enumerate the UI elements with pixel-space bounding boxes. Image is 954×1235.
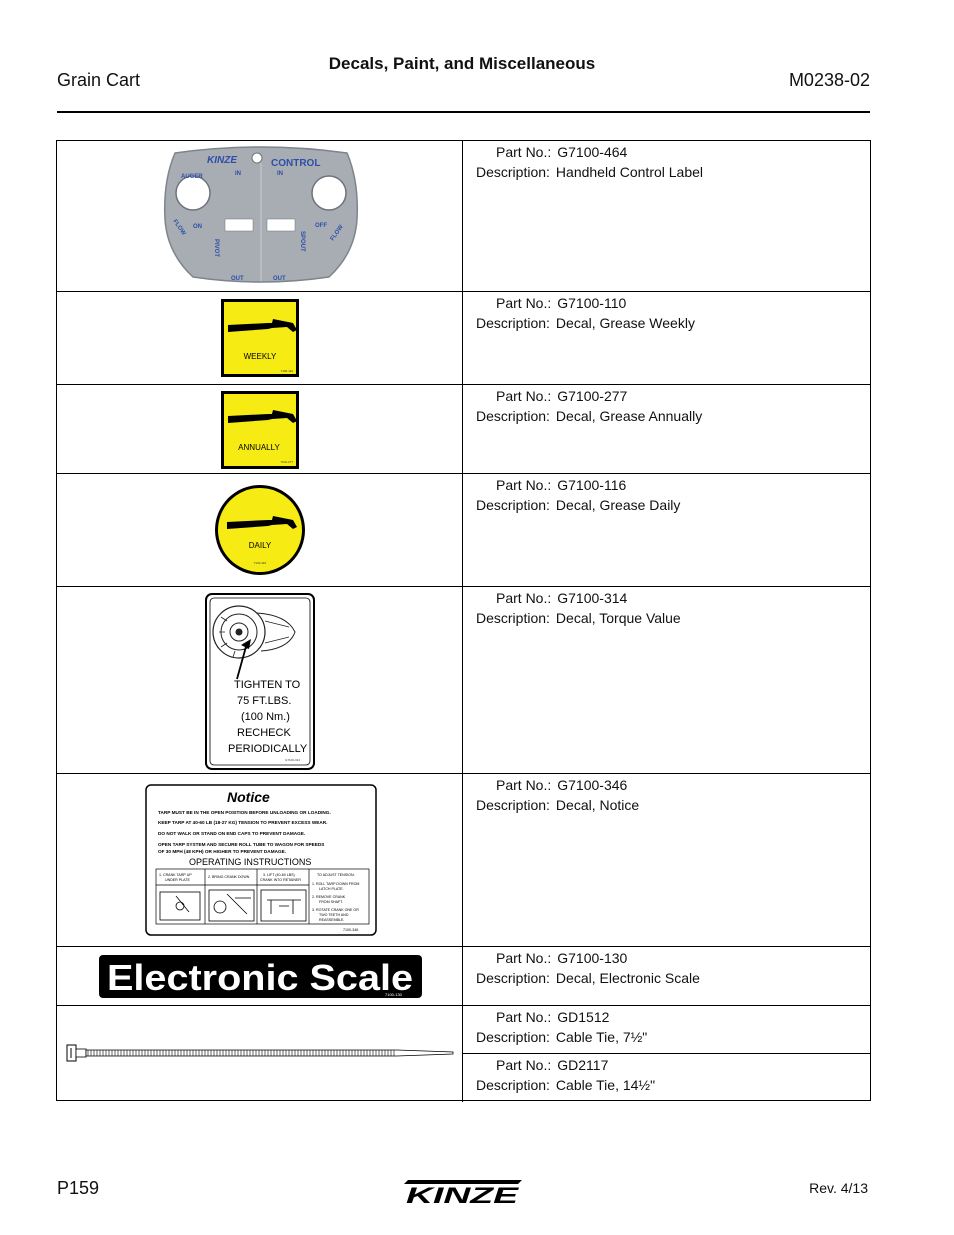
torque-line-1: TIGHTEN TO — [234, 679, 301, 691]
part-number: G7100-314 — [557, 590, 628, 606]
part-entry — [463, 587, 870, 774]
part-entry — [463, 947, 870, 1006]
part-description: Decal, Grease Annually — [555, 408, 703, 424]
control-off-text: OFF — [315, 223, 327, 229]
control-pivot-text: PIVOT — [213, 239, 219, 258]
torque-code: G7100-314 — [285, 758, 301, 762]
part-number: G7100-277 — [557, 388, 628, 404]
notice-subtitle: OPERATING INSTRUCTIONS — [189, 857, 312, 867]
part-number: G7100-130 — [557, 950, 628, 966]
weekly-label: WEEKLY — [243, 352, 277, 361]
product-name: Grain Cart — [57, 70, 141, 90]
part-info-cell — [463, 587, 870, 773]
part-info-cell — [463, 385, 870, 473]
part-image-cell — [57, 141, 463, 291]
part-image-cell — [57, 587, 463, 773]
notice-step-1b: UNDER PLATE — [165, 878, 190, 882]
part-number: G7100-110 — [557, 295, 627, 311]
part-no-label: Part No.: — [496, 477, 552, 493]
part-info-cell — [463, 474, 870, 586]
part-entry — [463, 385, 870, 474]
description-label: Description: — [476, 1077, 550, 1093]
page-title: Decals, Paint, and Miscellaneous — [328, 54, 596, 73]
part-image-cell — [57, 474, 463, 586]
control-auger-text: AUGER — [181, 174, 203, 180]
part-no-label: Part No.: — [496, 1057, 552, 1073]
notice-adjust-1b: LATCH PLATE. — [319, 887, 344, 891]
part-number: G7100-346 — [557, 777, 628, 793]
torque-line-5: PERIODICALLY — [228, 743, 308, 755]
control-title-text: CONTROL — [271, 158, 321, 169]
notice-adjust-2b: FROM SHAFT. — [319, 900, 343, 904]
notice-adjust-3c: REASSEMBLE. — [319, 918, 345, 922]
part-no-label: Part No.: — [496, 590, 552, 606]
control-spout-text: SPOUT — [299, 231, 305, 252]
table-row — [57, 385, 870, 474]
table-row — [57, 947, 870, 1006]
electronic-scale-decal-image — [57, 947, 463, 1005]
notice-adjust-2a: 2. REMOVE CRANK — [312, 895, 346, 899]
part-image-cell — [57, 774, 463, 946]
part-entry — [463, 292, 870, 385]
part-info-cell — [463, 947, 870, 1005]
notice-adjust-3a: 3. ROTATE CRANK ONE OR — [312, 908, 359, 912]
description-label: Description: — [476, 1029, 550, 1045]
torque-line-4: RECHECK — [237, 727, 291, 739]
notice-adjust-1a: 1. ROLL TARP DOWN FROM — [312, 882, 360, 886]
torque-value-decal-image — [57, 587, 463, 773]
table-row — [57, 292, 870, 385]
part-description: Handheld Control Label — [555, 164, 704, 180]
part-info-cell — [463, 1006, 870, 1102]
description-label: Description: — [476, 408, 550, 424]
notice-line-4a: OPEN TARP SYSTEM AND SECURE ROLL TUBE TO WAGON FOR SPEEDS — [158, 842, 325, 847]
part-image-cell — [57, 385, 463, 473]
notice-step-3b: CRANK INTO RETAINER — [260, 878, 301, 882]
description-label: Description: — [476, 610, 550, 626]
grease-annually-decal-image — [57, 385, 463, 473]
description-label: Description: — [476, 970, 550, 986]
control-in-right-text: IN — [277, 171, 283, 177]
description-label: Description: — [476, 497, 550, 513]
torque-line-2: 75 FT.LBS. — [237, 695, 292, 707]
table-row — [57, 1006, 870, 1102]
notice-line-3: DO NOT WALK OR STAND ON END CAPS TO PREVENT DAMAGE. — [158, 831, 306, 836]
part-entry — [463, 1054, 870, 1102]
scale-decal-code: 7100-130 — [385, 992, 402, 997]
part-info-cell — [463, 774, 870, 946]
part-no-label: Part No.: — [496, 950, 552, 966]
part-info-cell — [463, 141, 870, 291]
table-row — [57, 587, 870, 774]
notice-title: Notice — [227, 789, 270, 805]
grease-weekly-decal-image — [57, 292, 463, 384]
control-flow-right-text: FLOW — [329, 224, 345, 243]
notice-decal-image — [57, 774, 463, 946]
notice-step-1a: 1. CRANK TARP UP — [159, 873, 192, 877]
description-label: Description: — [476, 164, 550, 180]
description-label: Description: — [476, 797, 550, 813]
table-row — [57, 474, 870, 587]
kinze-logo-text: KINZE — [406, 1183, 521, 1206]
annually-label: ANNUALLY — [238, 443, 280, 452]
part-number: GD1512 — [557, 1009, 610, 1025]
cable-tie-image — [57, 1006, 463, 1102]
page-number: P159 — [57, 1178, 100, 1198]
part-image-cell — [57, 292, 463, 384]
part-description: Cable Tie, 7½" — [555, 1029, 648, 1045]
notice-line-4b: OF 30 MPH (48 KPH) OR HIGHER TO PREVENT DAMAGE. — [158, 849, 287, 854]
notice-code: 7100-346 — [343, 928, 359, 932]
part-number: G7100-464 — [557, 144, 628, 160]
kinze-logo — [402, 1176, 526, 1206]
revision-date: Rev. 4/13 — [809, 1180, 868, 1196]
control-out-left-text: OUT — [231, 276, 244, 282]
part-description: Decal, Torque Value — [555, 610, 681, 626]
part-description: Decal, Electronic Scale — [555, 970, 700, 986]
table-row — [57, 141, 870, 292]
part-description: Decal, Notice — [555, 797, 640, 813]
header-rule — [57, 111, 870, 113]
parts-table — [56, 140, 871, 1101]
part-entry — [463, 1006, 870, 1054]
part-entry — [463, 474, 870, 587]
part-description: Decal, Grease Daily — [555, 497, 681, 513]
part-image-cell — [57, 1006, 463, 1102]
daily-code: 7100-116 — [253, 561, 267, 565]
description-label: Description: — [476, 315, 550, 331]
handheld-control-label-image — [57, 141, 463, 291]
notice-line-2: KEEP TARP AT 40-60 LB (18-27 KG) TENSION TO PREVENT EXCESS WEAR. — [158, 820, 328, 825]
part-no-label: Part No.: — [496, 777, 552, 793]
notice-step-2: 2. BRING CRANK DOWN — [208, 875, 250, 879]
control-on-text: ON — [193, 224, 202, 230]
part-entry — [463, 774, 870, 947]
weekly-code: 7100-110 — [280, 369, 293, 373]
part-number: G7100-116 — [557, 477, 627, 493]
manual-number: M0238-02 — [788, 70, 870, 90]
grease-daily-decal-image — [57, 474, 463, 586]
table-row — [57, 774, 870, 947]
notice-line-1: TARP MUST BE IN THE OPEN POSITION BEFORE UNLOADING OR LOADING. — [158, 810, 331, 815]
part-no-label: Part No.: — [496, 144, 552, 160]
part-no-label: Part No.: — [496, 295, 552, 311]
part-entry — [463, 141, 870, 292]
part-number: GD2117 — [557, 1057, 609, 1073]
part-no-label: Part No.: — [496, 388, 552, 404]
part-no-label: Part No.: — [496, 1009, 552, 1025]
notice-adjust-title: TO ADJUST TENSION: — [317, 873, 355, 877]
part-description: Decal, Grease Weekly — [555, 315, 695, 331]
control-brand-text: KINZE — [207, 155, 237, 166]
notice-step-3a: 3. LIFT (40-60 LBS) — [263, 873, 295, 877]
scale-decal-text: Electronic Scale — [107, 957, 413, 998]
cable-tie-strap — [86, 1050, 453, 1056]
daily-label: DAILY — [248, 541, 272, 550]
annually-code: 7100-277 — [280, 460, 293, 464]
part-description: Cable Tie, 14½" — [555, 1077, 656, 1093]
control-in-left-text: IN — [235, 171, 241, 177]
part-info-cell — [463, 292, 870, 384]
torque-line-3: (100 Nm.) — [241, 711, 290, 723]
control-flow-left-text: FLOW — [171, 218, 187, 237]
control-out-right-text: OUT — [273, 276, 286, 282]
notice-adjust-3b: TWO TEETH AND — [319, 913, 349, 917]
part-image-cell — [57, 947, 463, 1005]
